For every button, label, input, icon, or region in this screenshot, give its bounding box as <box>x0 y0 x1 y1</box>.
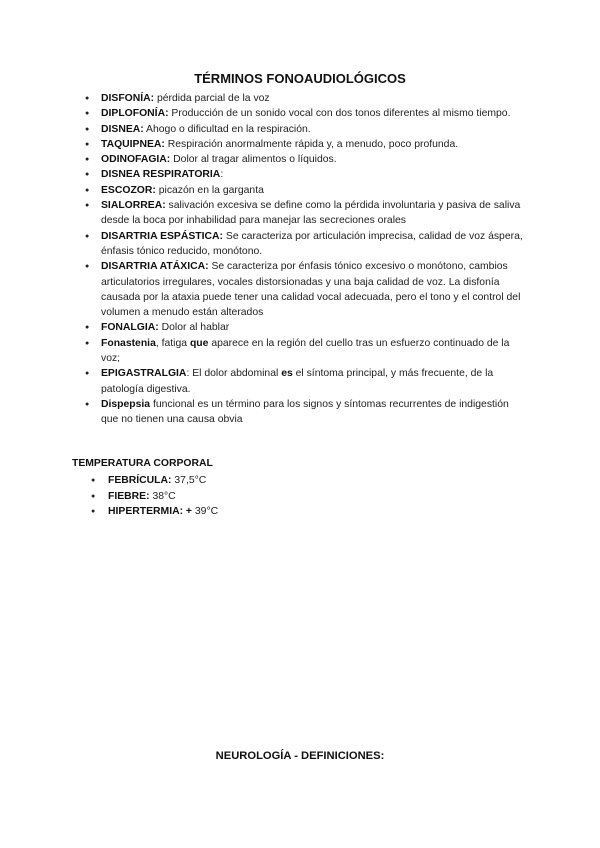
list-item <box>86 152 526 167</box>
term-definition: Dolor al tragar alimentos o líquidos. <box>170 154 337 166</box>
term-name: FIEBRE: <box>108 490 150 502</box>
term-name: Fonastenia <box>101 337 156 349</box>
term-definition: : El dolor abdominal <box>186 368 282 380</box>
list-item <box>86 167 526 182</box>
term-definition: aparece en la región del cuello tras un esfuerzo continuado de la voz; <box>101 337 510 365</box>
neurology-heading: NEUROLOGÍA - DEFINICIONES: <box>215 750 385 762</box>
term-definition: Producción de un sonido vocal con dos tonos diferentes al mismo tiempo. <box>168 108 511 120</box>
term-name: SIALORREA: <box>101 200 166 212</box>
term-name: ESCOZOR: <box>101 184 156 196</box>
temperature-heading: TEMPERATURA CORPORAL <box>72 458 213 469</box>
list-item <box>86 320 526 335</box>
term-name: FEBRÍCULA: <box>108 475 172 486</box>
term-definition: 38°C <box>149 490 176 502</box>
list-item <box>91 504 391 520</box>
term-name: EPIGASTRALGIA <box>101 368 187 380</box>
term-emphasis: es <box>281 368 293 380</box>
page-title: TÉRMINOS FONOAUDIOLÓGICOS <box>194 71 406 86</box>
term-name: FONALGIA: <box>101 322 159 334</box>
term-definition: funcional es un término para los signos y síntomas recurrentes de indigestión que no tienen una causa obvia <box>101 398 509 426</box>
list-item <box>86 397 526 428</box>
term-definition: Ahogo o dificultad en la respiración. <box>143 123 311 135</box>
term-definition: picazón en la garganta <box>155 184 264 196</box>
list-item <box>86 366 526 397</box>
term-definition: , fatiga <box>155 337 190 349</box>
list-item <box>86 198 526 229</box>
list-item <box>86 229 526 260</box>
term-name: ODINOFAGIA: <box>101 154 171 166</box>
term-name: DISARTRIA ATÁXICA: <box>101 261 209 273</box>
term-definition: Se caracteriza por énfasis tónico excesivo o monótono, cambios articulatorios irregulares, vocales distorsionadas y una baja calidad de voz. La disfonía causada por la ataxia puede tener una calidad vocal adecuada, pero el tono y el control del volumen a menudo están alterados <box>101 261 521 319</box>
term-definition: pérdida parcial de la voz <box>154 93 270 104</box>
term-emphasis: que <box>189 337 209 349</box>
term-name: HIPERTERMIA: + <box>108 506 192 518</box>
list-item <box>86 137 526 152</box>
list-item <box>86 336 526 367</box>
term-definition: Dolor al hablar <box>158 322 230 334</box>
term-definition: 39°C <box>192 506 219 518</box>
temperature-list <box>91 473 391 520</box>
list-item <box>86 259 526 320</box>
term-definition: : <box>220 169 224 181</box>
term-name: TAQUIPNEA: <box>101 138 165 150</box>
term-definition: Se caracteriza por articulación imprecisa, calidad de voz áspera, énfasis tónico reducido, monótono. <box>101 230 523 257</box>
list-item <box>86 91 526 106</box>
terms-list <box>86 91 526 428</box>
term-name: DISFONÍA: <box>101 93 155 104</box>
list-item <box>86 183 526 198</box>
term-definition: salivación excesiva se define como la pérdida involuntaria y pasiva de saliva desde la boca por inhabilidad para manejar las secreciones orales <box>101 200 521 227</box>
list-item <box>86 106 526 121</box>
term-name: DISARTRIA ESPÁSTICA: <box>101 230 223 242</box>
term-name: DIPLOFONÍA: <box>101 108 169 120</box>
term-definition: Respiración anormalmente rápida y, a menudo, poco profunda. <box>164 138 459 150</box>
term-definition: 37,5°C <box>171 475 207 486</box>
term-name: Dispepsia <box>101 398 151 410</box>
term-definition: el síntoma principal, y más frecuente, de la patología digestiva. <box>101 368 494 395</box>
list-item <box>91 473 391 489</box>
list-item <box>91 489 391 505</box>
term-name: DISNEA RESPIRATORIA <box>101 169 221 181</box>
term-name: DISNEA: <box>101 123 144 135</box>
list-item <box>86 122 526 137</box>
